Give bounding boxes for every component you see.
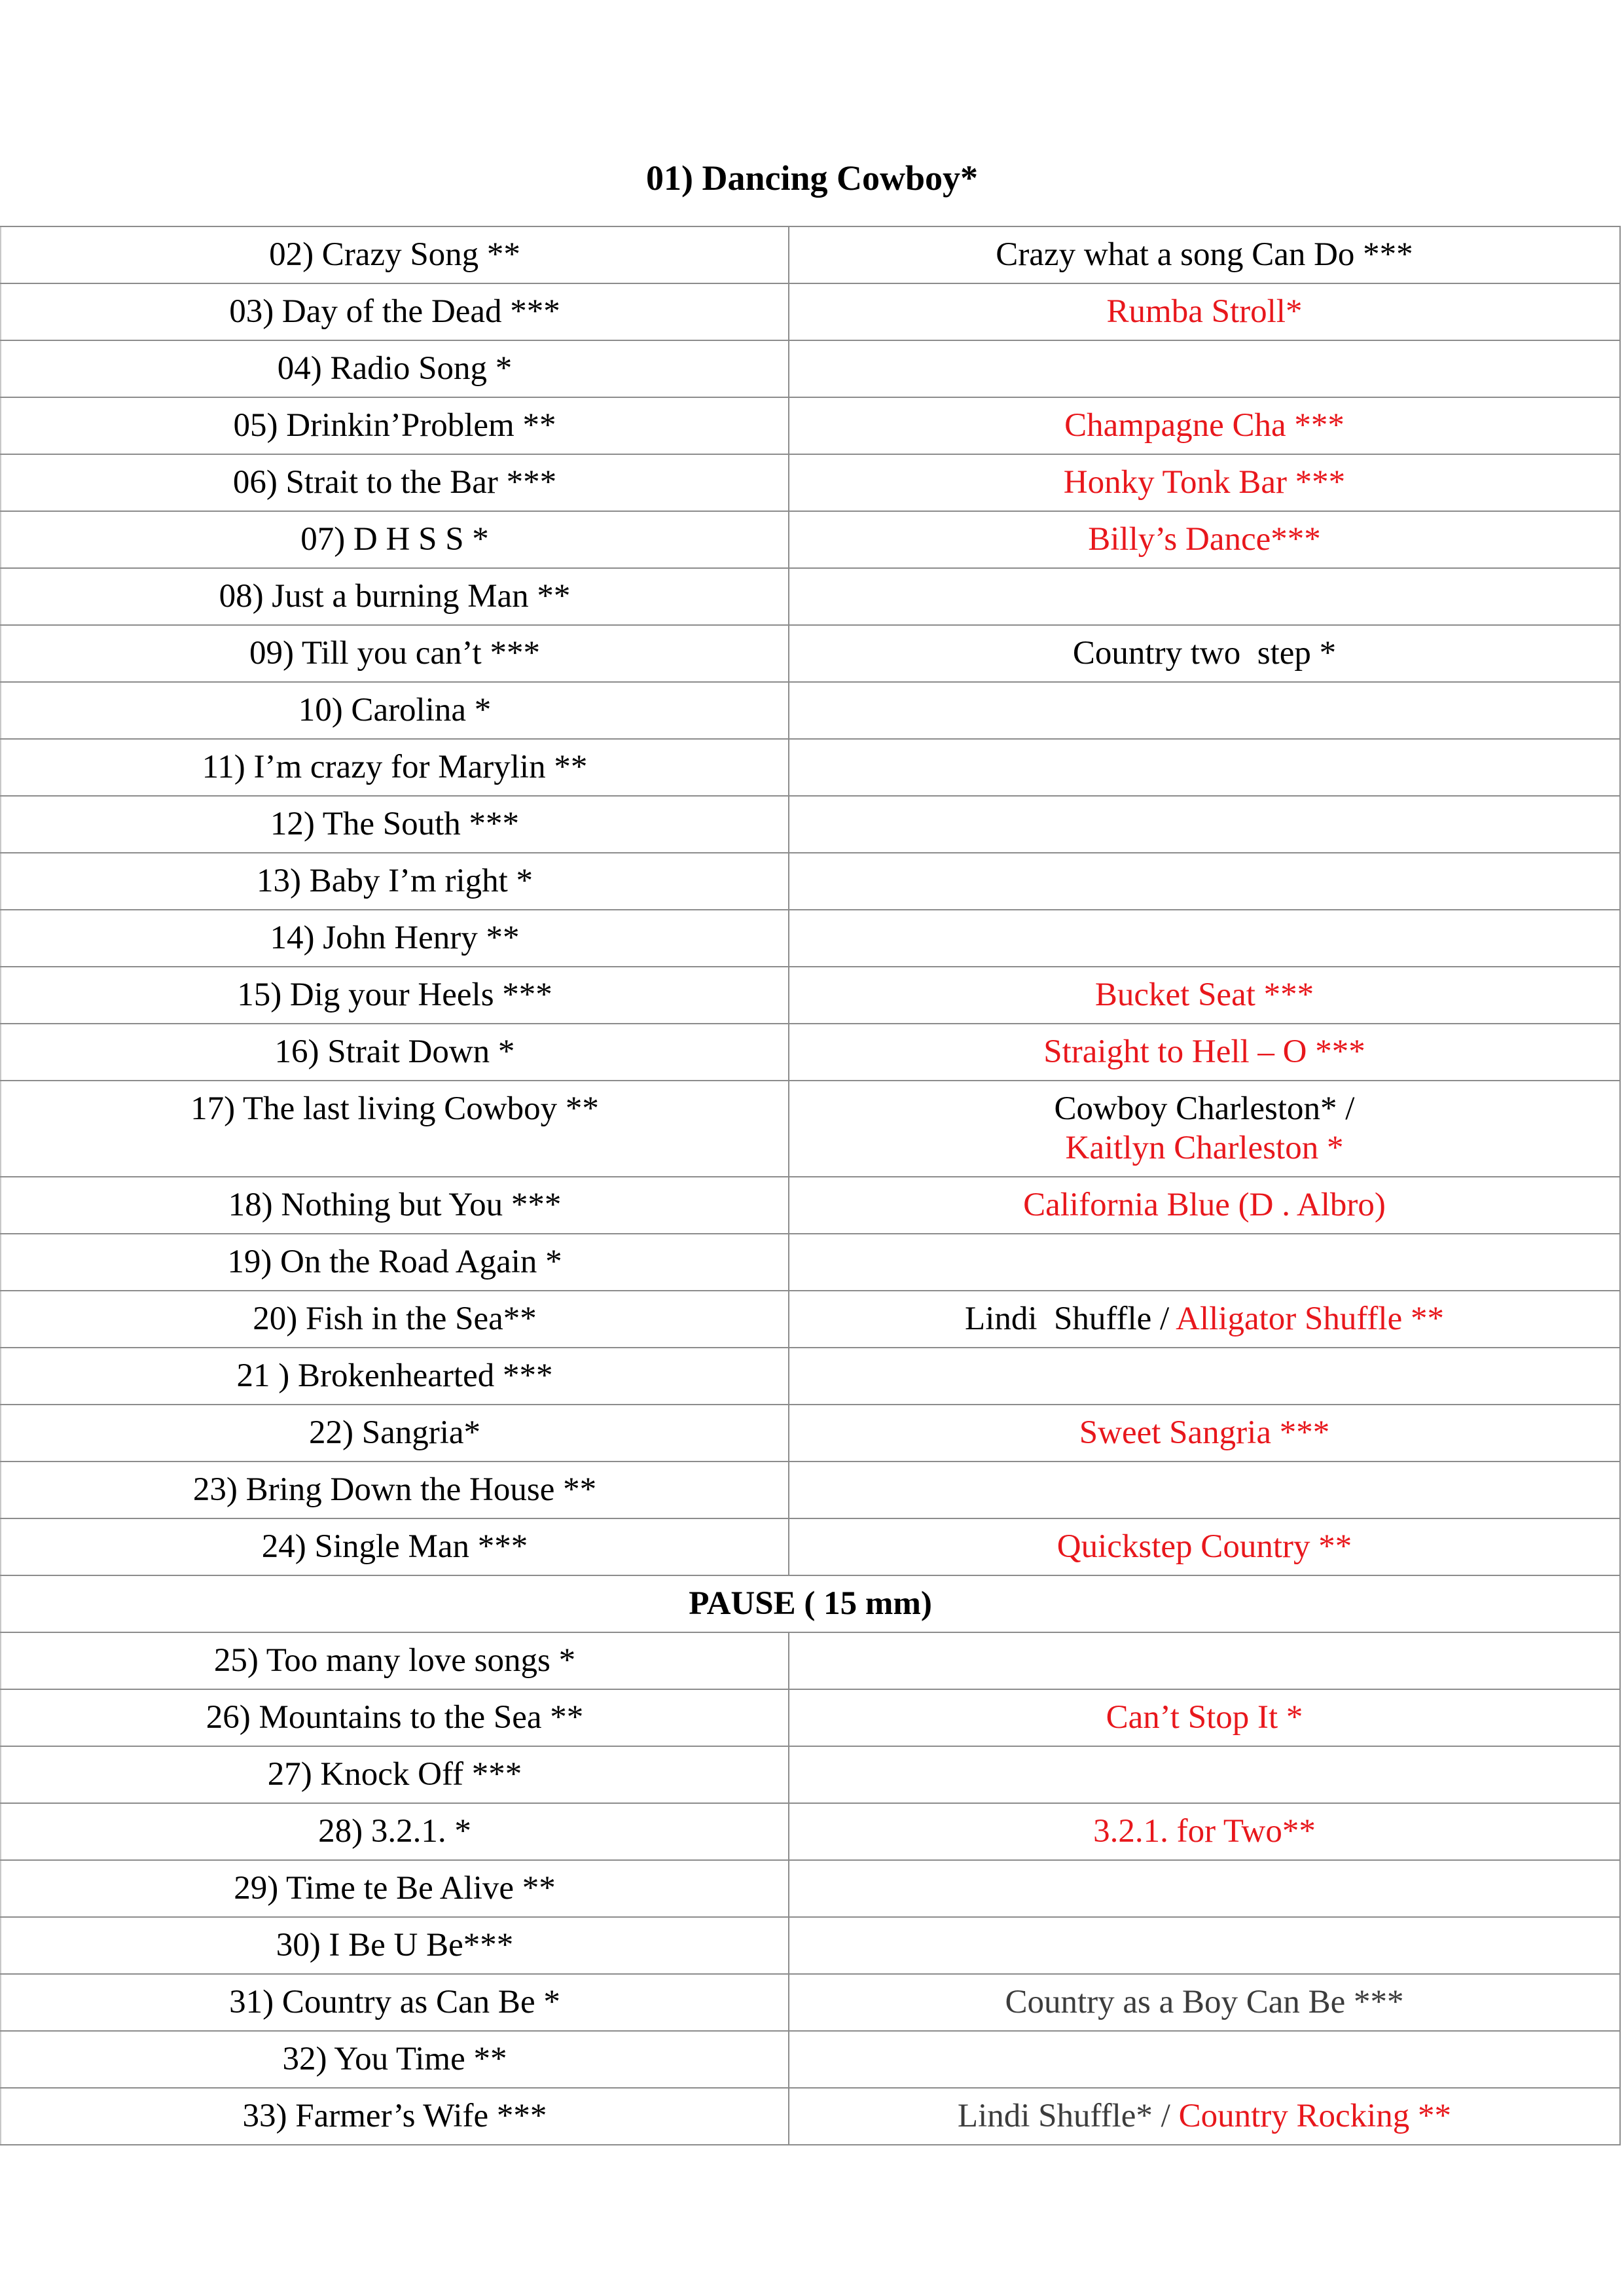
song-cell: 29) Time te Be Alive ** xyxy=(1,1860,789,1917)
table-row xyxy=(1,1689,1620,1746)
dance-name: Kaitlyn Charleston * xyxy=(1065,1130,1344,1166)
table-row xyxy=(1,910,1620,967)
song-cell: 05) Drinkin’Problem ** xyxy=(1,397,789,454)
dance-cell xyxy=(789,340,1620,397)
song-cell: 07) D H S S * xyxy=(1,511,789,568)
dance-cell xyxy=(789,1234,1620,1291)
dance-name: Rumba Stroll* xyxy=(1106,293,1303,330)
dance-cell xyxy=(789,910,1620,967)
song-cell: 23) Bring Down the House ** xyxy=(1,1462,789,1518)
dance-cell xyxy=(789,226,1620,283)
dance-cell xyxy=(789,1803,1620,1860)
document-title: 01) Dancing Cowboy* xyxy=(645,158,979,198)
song-cell: 10) Carolina * xyxy=(1,682,789,739)
table-row xyxy=(1,1803,1620,1860)
dance-cell xyxy=(789,1917,1620,1974)
table-row xyxy=(1,1405,1620,1462)
song-cell: 16) Strait Down * xyxy=(1,1024,789,1081)
table-row xyxy=(1,1518,1620,1575)
song-cell: 25) Too many love songs * xyxy=(1,1632,789,1689)
dance-name: 3.2.1. for Two** xyxy=(1093,1813,1316,1850)
dance-cell xyxy=(789,1024,1620,1081)
dance-cell xyxy=(789,967,1620,1024)
song-cell: 02) Crazy Song ** xyxy=(1,226,789,283)
dance-cell xyxy=(789,1291,1620,1348)
song-cell: 09) Till you can’t *** xyxy=(1,625,789,682)
dance-cell xyxy=(789,397,1620,454)
pause-row xyxy=(1,1575,1620,1632)
song-cell: 22) Sangria* xyxy=(1,1405,789,1462)
song-cell: 12) The South *** xyxy=(1,796,789,853)
table-row xyxy=(1,1917,1620,1974)
dance-cell xyxy=(789,853,1620,910)
dance-cell xyxy=(789,1632,1620,1689)
song-cell: 21 ) Brokenhearted *** xyxy=(1,1348,789,1405)
dance-name: Cowboy Charleston* / xyxy=(1054,1090,1355,1127)
dance-name: Country Rocking ** xyxy=(1178,2098,1452,2134)
dance-cell xyxy=(789,568,1620,625)
song-cell: 06) Strait to the Bar *** xyxy=(1,454,789,511)
song-cell: 33) Farmer’s Wife *** xyxy=(1,2088,789,2145)
song-cell: 17) The last living Cowboy ** xyxy=(1,1081,789,1177)
table-row xyxy=(1,625,1620,682)
song-cell: 04) Radio Song * xyxy=(1,340,789,397)
dance-cell xyxy=(789,739,1620,796)
song-cell: 19) On the Road Again * xyxy=(1,1234,789,1291)
table-row xyxy=(1,1746,1620,1803)
song-cell: 31) Country as Can Be * xyxy=(1,1974,789,2031)
playlist-table xyxy=(0,226,1621,2145)
song-cell: 24) Single Man *** xyxy=(1,1518,789,1575)
dance-cell xyxy=(789,283,1620,340)
dance-cell xyxy=(789,1974,1620,2031)
dance-cell xyxy=(789,511,1620,568)
song-cell: 26) Mountains to the Sea ** xyxy=(1,1689,789,1746)
dance-cell xyxy=(789,454,1620,511)
dance-cell xyxy=(789,1518,1620,1575)
table-row xyxy=(1,739,1620,796)
table-row xyxy=(1,1348,1620,1405)
dance-name: Lindi Shuffle* / xyxy=(957,2098,1179,2134)
dance-name: Quickstep Country ** xyxy=(1056,1528,1352,1565)
song-cell: 32) You Time ** xyxy=(1,2031,789,2088)
song-cell: 14) John Henry ** xyxy=(1,910,789,967)
song-cell: 27) Knock Off *** xyxy=(1,1746,789,1803)
dance-cell xyxy=(789,796,1620,853)
song-cell: 13) Baby I’m right * xyxy=(1,853,789,910)
table-row xyxy=(1,1081,1620,1177)
table-row xyxy=(1,511,1620,568)
table-row xyxy=(1,1462,1620,1518)
dance-name: Sweet Sangria *** xyxy=(1079,1414,1330,1451)
playlist-rows xyxy=(1,226,1620,2145)
song-cell: 30) I Be U Be*** xyxy=(1,1917,789,1974)
dance-name: Straight to Hell – O *** xyxy=(1043,1033,1365,1070)
table-row xyxy=(1,1632,1620,1689)
table-row xyxy=(1,1860,1620,1917)
dance-name: Alligator Shuffle ** xyxy=(1176,1300,1444,1337)
dance-name: Honky Tonk Bar *** xyxy=(1063,464,1346,501)
song-cell: 20) Fish in the Sea** xyxy=(1,1291,789,1348)
table-row xyxy=(1,568,1620,625)
dance-cell xyxy=(789,682,1620,739)
table-row xyxy=(1,796,1620,853)
table-row xyxy=(1,2031,1620,2088)
table-row xyxy=(1,340,1620,397)
table-row xyxy=(1,1234,1620,1291)
table-row xyxy=(1,2088,1620,2145)
dance-cell xyxy=(789,1689,1620,1746)
song-cell: 18) Nothing but You *** xyxy=(1,1177,789,1234)
table-row xyxy=(1,967,1620,1024)
dance-name: California Blue (D . Albro) xyxy=(1023,1187,1386,1223)
table-row xyxy=(1,1177,1620,1234)
dance-cell xyxy=(789,625,1620,682)
dance-name: Champagne Cha *** xyxy=(1064,407,1344,444)
dance-cell xyxy=(789,1405,1620,1462)
dance-cell xyxy=(789,1081,1620,1177)
song-cell: 11) I’m crazy for Marylin ** xyxy=(1,739,789,796)
dance-name: Can’t Stop It * xyxy=(1106,1699,1303,1736)
song-cell: 28) 3.2.1. * xyxy=(1,1803,789,1860)
dance-name: Bucket Seat *** xyxy=(1094,977,1314,1013)
table-row xyxy=(1,1974,1620,2031)
table-row xyxy=(1,283,1620,340)
table-row xyxy=(1,853,1620,910)
table-row xyxy=(1,454,1620,511)
table-row xyxy=(1,397,1620,454)
pause-cell: PAUSE ( 15 mm) xyxy=(1,1575,1620,1632)
dance-cell xyxy=(789,1462,1620,1518)
song-cell: 03) Day of the Dead *** xyxy=(1,283,789,340)
dance-cell xyxy=(789,1746,1620,1803)
dance-cell xyxy=(789,1860,1620,1917)
dance-name: Lindi Shuffle / xyxy=(965,1300,1176,1337)
dance-cell xyxy=(789,1177,1620,1234)
song-cell: 08) Just a burning Man ** xyxy=(1,568,789,625)
dance-cell xyxy=(789,1348,1620,1405)
dance-name: Country two step * xyxy=(1072,635,1337,672)
table-row xyxy=(1,1291,1620,1348)
table-row xyxy=(1,226,1620,283)
dance-cell xyxy=(789,2088,1620,2145)
dance-name: Country as a Boy Can Be *** xyxy=(1005,1984,1404,2020)
song-cell: 15) Dig your Heels *** xyxy=(1,967,789,1024)
dance-name: Billy’s Dance*** xyxy=(1088,521,1321,558)
table-row xyxy=(1,1024,1620,1081)
dance-cell xyxy=(789,2031,1620,2088)
dance-name: Crazy what a song Can Do *** xyxy=(996,236,1413,273)
table-row xyxy=(1,682,1620,739)
